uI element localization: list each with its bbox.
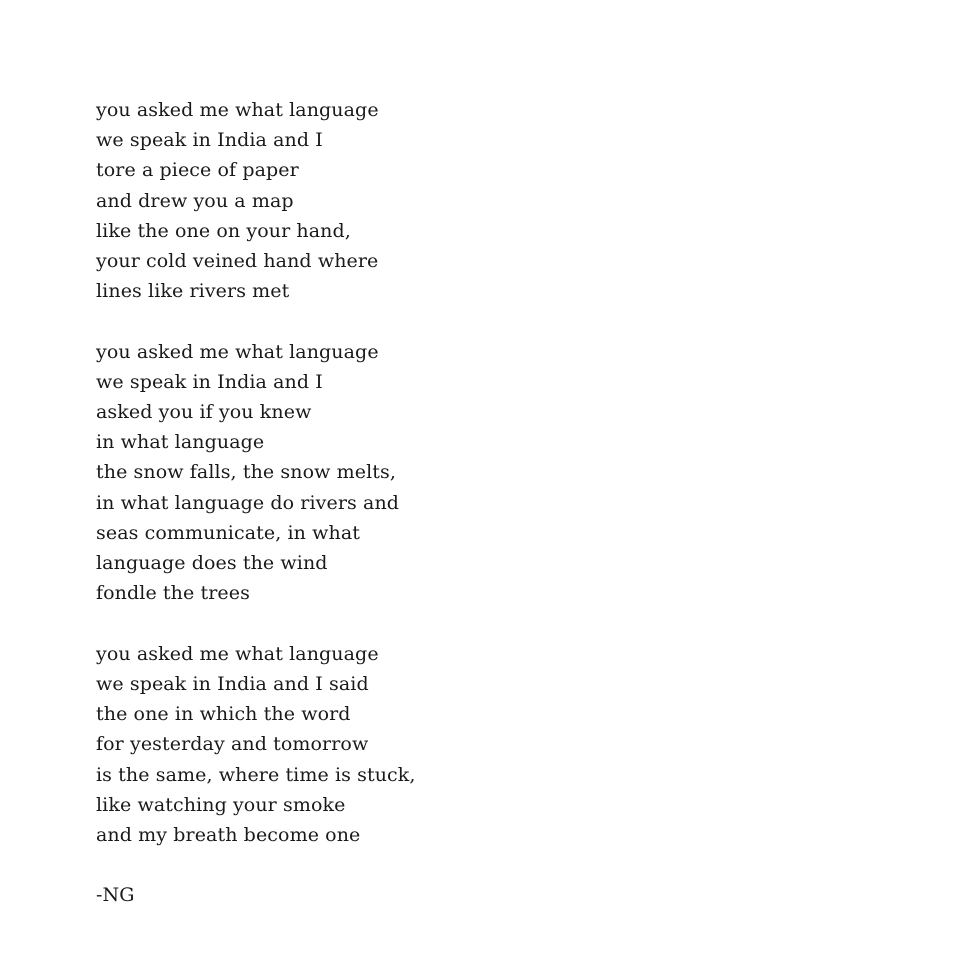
poem-line: and my breath become one <box>96 823 361 846</box>
poem-line: asked you if you knew <box>96 401 312 424</box>
author-signature: -NG <box>96 884 135 907</box>
poem-line: tore a piece of paper <box>96 159 299 182</box>
poem-line: lines like rivers met <box>96 280 290 303</box>
poem-line: the one in which the word <box>96 703 351 726</box>
poem-line: in what language <box>96 431 265 454</box>
poem-line: we speak in India and I <box>96 129 323 152</box>
poem-line: we speak in India and I <box>96 370 323 393</box>
poem-line: the snow falls, the snow melts, <box>96 461 396 484</box>
stanza-3 <box>96 639 876 850</box>
poem-body <box>96 95 876 911</box>
stanza-2 <box>96 337 876 609</box>
poem-line: you asked me what language <box>96 340 379 363</box>
poem-line: for yesterday and tomorrow <box>96 733 369 756</box>
poem-line: you asked me what language <box>96 642 379 665</box>
poem-line: seas communicate, in what <box>96 521 361 544</box>
poem-line: we speak in India and I said <box>96 672 369 695</box>
poem-line: and drew you a map <box>96 189 294 212</box>
poem-line: you asked me what language <box>96 99 379 121</box>
stanza-1 <box>96 95 876 306</box>
poem-line: like the one on your hand, <box>96 219 351 242</box>
poem-line: in what language do rivers and <box>96 491 400 514</box>
poem-line: language does the wind <box>96 552 328 575</box>
poem-line: is the same, where time is stuck, <box>96 763 416 786</box>
poem-line: like watching your smoke <box>96 793 346 816</box>
poem-line: your cold veined hand where <box>96 249 379 272</box>
poem-line: fondle the trees <box>96 582 250 605</box>
